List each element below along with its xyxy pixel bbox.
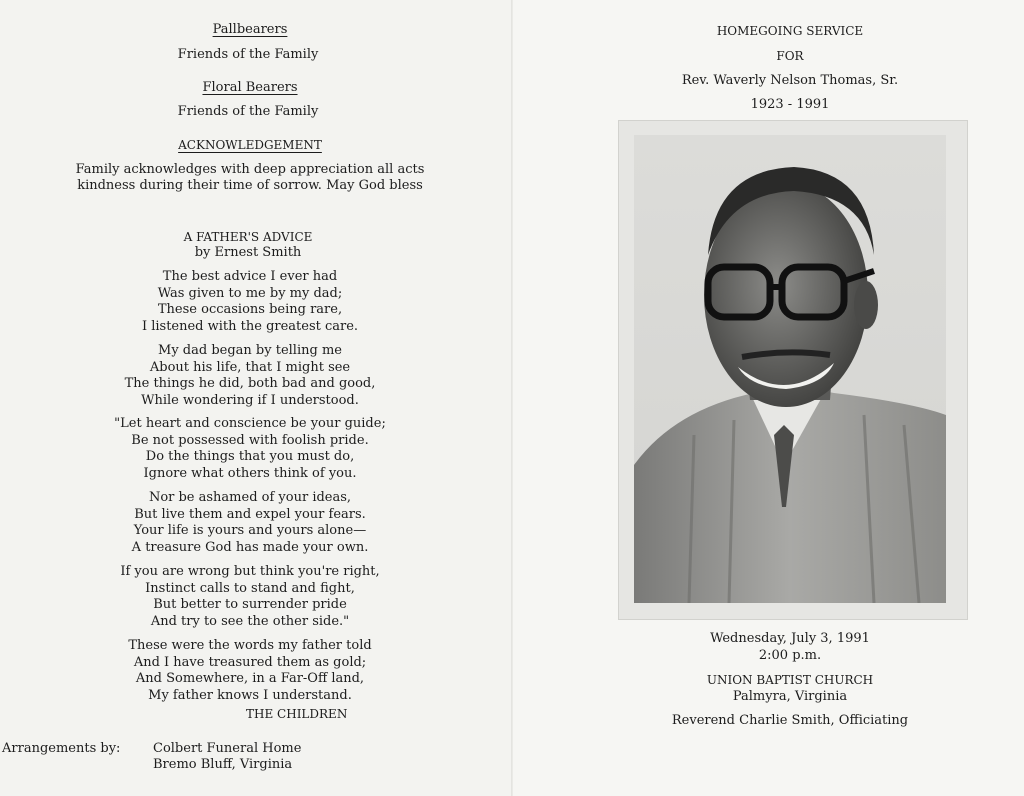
poem-author: by Ernest Smith — [194, 245, 302, 260]
life-years: 1923 - 1991 — [750, 97, 830, 112]
poem-line: Was given to me by my dad; — [157, 285, 343, 301]
pallbearers-text: Friends of the Family — [177, 47, 319, 62]
funeral-home-location: Bremo Bluff, Virginia — [153, 757, 293, 772]
service-time: 2:00 p.m. — [758, 648, 822, 663]
poem-line: A treasure God has made your own. — [131, 539, 369, 555]
acknowledgement-line-2: kindness during their time of sorrow. May God bless — [77, 178, 423, 193]
poem-line: Nor be ashamed of your ideas, — [148, 490, 352, 505]
poem-line: If you are wrong but think you're right, — [120, 564, 380, 579]
acknowledgement-line-1: Family acknowledges with deep appreciation all acts — [75, 162, 425, 177]
pallbearers-heading: Pallbearers — [212, 22, 288, 37]
poem-line: Instinct calls to stand and fight, — [145, 580, 355, 596]
poem-stanza — [60, 416, 440, 482]
floral-bearers-text: Friends of the Family — [177, 104, 319, 119]
funeral-home-name: Colbert Funeral Home — [153, 741, 302, 756]
poem-stanza — [60, 564, 440, 630]
poem-signoff: THE CHILDREN — [246, 707, 348, 721]
poem-stanza — [60, 269, 440, 335]
poem-line: The best advice I ever had — [162, 269, 338, 284]
poem-line: And I have treasured them as gold; — [133, 654, 367, 670]
poem-line: My father knows I understand. — [148, 687, 352, 703]
poem-line: Do the things that you must do, — [145, 449, 355, 464]
poem-stanza — [60, 343, 440, 409]
poem-line: These occasions being rare, — [157, 302, 343, 317]
service-title: HOMEGOING SERVICE — [716, 24, 864, 38]
poem-stanza — [60, 638, 440, 704]
poem-line: Ignore what others think of you. — [143, 465, 357, 481]
poem-line: Your life is yours and yours alone— — [133, 523, 367, 538]
poem-title: A FATHER'S ADVICE — [183, 230, 313, 244]
arrangements-label: Arrangements by: — [2, 741, 121, 756]
poem-line: The things he did, both bad and good, — [124, 376, 376, 391]
poem-line: These were the words my father told — [128, 638, 372, 653]
poem-line: But better to surrender pride — [153, 597, 347, 612]
poem-line: And Somewhere, in a Far-Off land, — [135, 671, 365, 686]
poem-line: But live them and expel your fears. — [134, 506, 366, 522]
floral-bearers-heading: Floral Bearers — [202, 80, 298, 95]
service-for: FOR — [776, 49, 804, 63]
church-name: UNION BAPTIST CHURCH — [706, 673, 874, 687]
poem-line: About his life, that I might see — [149, 359, 351, 375]
poem-stanza — [60, 490, 440, 556]
deceased-name: Rev. Waverly Nelson Thomas, Sr. — [681, 73, 899, 88]
church-location: Palmyra, Virginia — [732, 689, 848, 704]
service-date: Wednesday, July 3, 1991 — [710, 631, 870, 646]
poem-line: While wondering if I understood. — [141, 392, 359, 408]
portrait-photo — [634, 135, 946, 603]
poem-line: My dad began by telling me — [158, 343, 342, 358]
poem-line: I listened with the greatest care. — [141, 318, 359, 334]
officiant: Reverend Charlie Smith, Officiating — [671, 713, 909, 728]
poem-line: Be not possessed with foolish pride. — [131, 432, 369, 448]
poem-line: "Let heart and conscience be your guide; — [114, 416, 386, 431]
page-fold — [511, 0, 513, 796]
poem-line: And try to see the other side." — [150, 613, 350, 629]
acknowledgement-heading: ACKNOWLEDGEMENT — [178, 138, 322, 152]
